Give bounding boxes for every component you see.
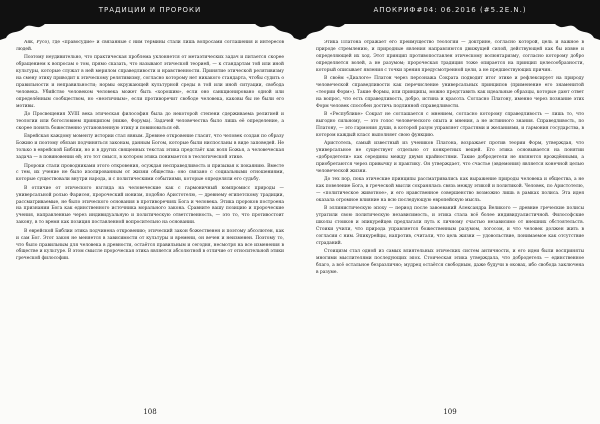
- paragraph: Аристотель, самый известный из учеников Платона, возражает против теории Форм, утверждая, что универсальное не существует отдельно от конкретных вещей. Его этика основывается на понятии «добродетели» как середины между двумя крайностями. Такие добродетели не являются врождёнными, а приобретаются через привычку и практику. Он утверждает, что счастье (эвдемония) является конечной целью человеческой жизни.: [316, 141, 584, 174]
- left-running-title: ТРАДИЦИИ И ПРОРОКИ: [98, 6, 202, 14]
- right-page-text: [316, 40, 584, 402]
- right-page-number: 109: [443, 408, 457, 416]
- left-page-header: [0, 0, 300, 24]
- paragraph: Стоицизм стал одной из самых влиятельных этических систем античности, и его идеи были восприняты многими мыслителями последующих эпох. Стоическая этика утверждала, что добродетель — единственное благо, а всё остальное безразлично; мудрец остаётся свободным, даже будучи в оковах, ибо свобода заключена в разуме.: [316, 249, 584, 276]
- paragraph: В своём «Диалоге» Платон через персонажа Сократа подводит итог этике и рефлексирует на природу человеческой справедливости как перечисление универсальных принципов (применение его знаменитой «теории Форм»). Такие Формы, или принципы, можно представить как идеальные образцы, которые дают ответ на вопрос, что есть справедливость, добро, истина и красота. Согласно Платону, именно через познание этих Форм человек способен достичь подлинной справедливости.: [316, 76, 584, 109]
- left-page-number: 108: [143, 408, 157, 416]
- paragraph: Пророки стали проводниками этого откровения, осуждая несправедливость и призывая к покаянию. Вместе с тем, их учение не было изолированным от жизни общества: оно связано с социальными отношениями, которые существовали внутри народа, и с политическими событиями, которые определяли его судьбу.: [16, 163, 284, 183]
- paragraph: В еврейской Библии этика подчинена откровению; этический закон божественен и поэтому абсолютен, как и сам Бог. Этот закон не меняется в зависимости от культуры и времени, он вечен и неизменен. Поэтому то, что было правильным для человека в древности, остаётся правильным и сегодня, несмотря на все изменения в обществе и культуре. В этом смысле пророческая этика является абсолютной в отличие от относительной этики греческой философии.: [16, 228, 284, 262]
- right-page: [300, 0, 600, 424]
- paragraph: В отличие от этического взгляда на человеческие как с гармоничный компромисс природы — универсальной ролью Фарисея, пророческий ионизм, подобно Аристотелю, — древнему египетскому традиции, рассматриваемые, не было этического основания в противоречиях Бога и человека. Этика пророков построена на признании Бога как единственного источника морального закона. Сравните вашу позицию и пророческие учения, направленные через индивидуальную и политическую ответственность, — это то, что противостоит закону, в то время как позиция поставленной вопросительно на основании.: [16, 185, 284, 226]
- paragraph: В «Республике» Сократ не соглашается с мнением, согласно которому справедливость — лишь то, что выгодно сильному, — это голос человеческого опыта и мнения, а не истинного знания. Справедливость, по Платону, — это гармония души, в которой разум управляет страстями и желаниями, и гармония государства, в котором каждый класс выполняет свою функцию.: [316, 112, 584, 138]
- left-page-text: [16, 40, 284, 402]
- right-running-title: АПОКРИФ#04: 06.2016 (#5.2E.N.): [373, 6, 527, 14]
- paragraph: В эллинистическую эпоху — период после завоеваний Александра Великого — древние греческие полисы утратили свою политическую независимость, и этика стала всё более индивидуалистичной. Философские школы стоиков и эпикурейцев предлагали путь к личному счастью независимо от внешних обстоятельств. Стоики учили, что природа управляется божественным разумом, логосом, и что человек должен жить в согласии с ним. Эпикурейцы, напротив, считали, что цель жизни — удовольствие, понимаемое как отсутствие страданий.: [316, 206, 584, 246]
- paragraph: Этика Платона отражает его преимущество теологии — доктрине, согласно которой, цель и важное в природе стремлению, и природные явления направляются движущей силой, действующей как бы извне и определяющей их ход. Этот принцип противопоставлен этическому волюнтаризму, согласно которому добро определяется волей, а не разумом; пророческая традиция тоже опирается на принцип целесообразности, который описывает явления с точки зрения предусмотренной цели, а не предшествующих причин.: [316, 40, 584, 73]
- paragraph: До Просвещения XVIII века этическая философия была до некоторой степени сдерживаема религией и теологии или богословием принципом (ниже, Форума). Задачей человечества было лишь её определение, а скорее понять божественно установленную этику и повиноваться ей.: [16, 112, 284, 131]
- right-page-header: [300, 0, 600, 24]
- paragraph: До тех пор, пока этические принципы рассматривались как выражение природы человека и общества, а не как повеление Бога, в греческой мысли сохранялась связь между этикой и политикой. Человек, по Аристотелю, — «политическое животное», и его нравственное совершенство возможно лишь в рамках полиса. Эта идея оказала огромное влияние на всю последующую европейскую мысль.: [316, 177, 584, 203]
- paragraph: Еврейская каждому моменту истории стал явным. Древнее откровение гласит, что человек создан по образу Божию и поэтому обязан подчиняться законам, данным Богом, которые были ниспосланы в виде заповедей. Не только в еврейской Библии, но и в других священных текстах этика предстаёт как воля Божья, а человеческая задача — в повиновении ей; это тот смысл, в котором этика понимается в теологической этике.: [16, 134, 284, 161]
- paragraph: Поэтому неудивительно, что практическая проблема уклоняется от метаэтических задач и питается скорее обращением к вопросам о том, прямо сказать, что называют этической теорией, — к стандартам той или иной культуры, которые служат в ней мерилом справедливости и нравственности. Принятие этической релятивизму на смену этику приводит к этическому релятивизму, согласно которому нет никакого стандарта, чтобы судить о правильности и неправильности; нормы окружающей культурной среды в той или иной ситуации, свобода человека. Убийство человеком человека может быть «хорошим», если оно санкционировано одной или определённым сообществом, но «неэтичным», если противоречит свободе человека, каковы бы не были его мотивы.: [16, 55, 284, 109]
- paragraph: Аяк, Русо), где «правосудие» и связанные с ним термины стали лишь вопросами соглашения и интересов людей.: [16, 40, 284, 52]
